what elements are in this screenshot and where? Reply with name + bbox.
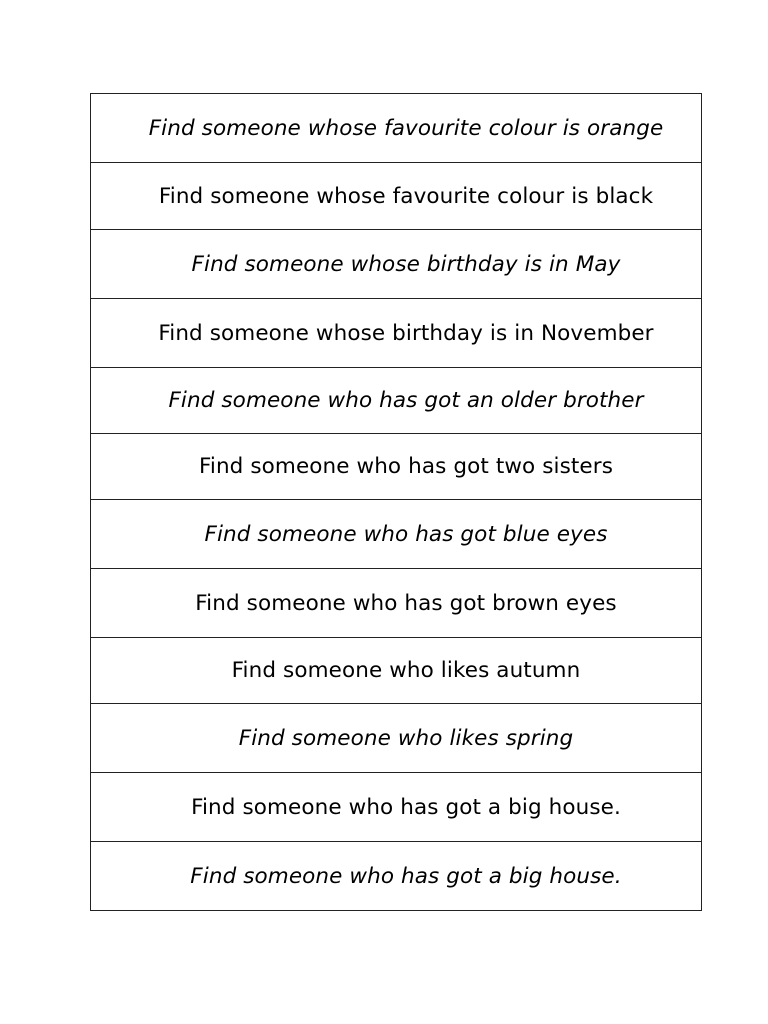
- row-text: Find someone whose birthday is in November: [158, 320, 654, 346]
- table-row: [91, 773, 701, 842]
- row-text: Find someone who has got blue eyes: [204, 521, 608, 547]
- find-someone-table: [90, 93, 702, 911]
- table-row: [91, 230, 701, 299]
- row-text: Find someone who has got two sisters: [198, 454, 614, 479]
- table-row: [91, 569, 701, 638]
- table-row: [91, 638, 701, 704]
- row-text: Find someone who has got brown eyes: [195, 590, 617, 616]
- row-text: Find someone who has got an older brother: [168, 388, 644, 413]
- table-row: [91, 500, 701, 569]
- row-text: Find someone who has got a big house.: [190, 863, 622, 889]
- row-text: Find someone whose favourite colour is black: [158, 183, 654, 209]
- row-text: Find someone who likes spring: [238, 725, 574, 751]
- table-row: [91, 94, 701, 163]
- table-row: [91, 299, 701, 368]
- table-row: [91, 434, 701, 500]
- table-row: [91, 704, 701, 773]
- row-text: Find someone who has got a big house.: [191, 794, 621, 820]
- table-row: [91, 163, 701, 230]
- table-row: [91, 842, 701, 911]
- table-row: [91, 368, 701, 434]
- row-text: Find someone whose favourite colour is orange: [148, 115, 664, 141]
- row-text: Find someone who likes autumn: [231, 658, 581, 683]
- row-text: Find someone whose birthday is in May: [191, 251, 621, 277]
